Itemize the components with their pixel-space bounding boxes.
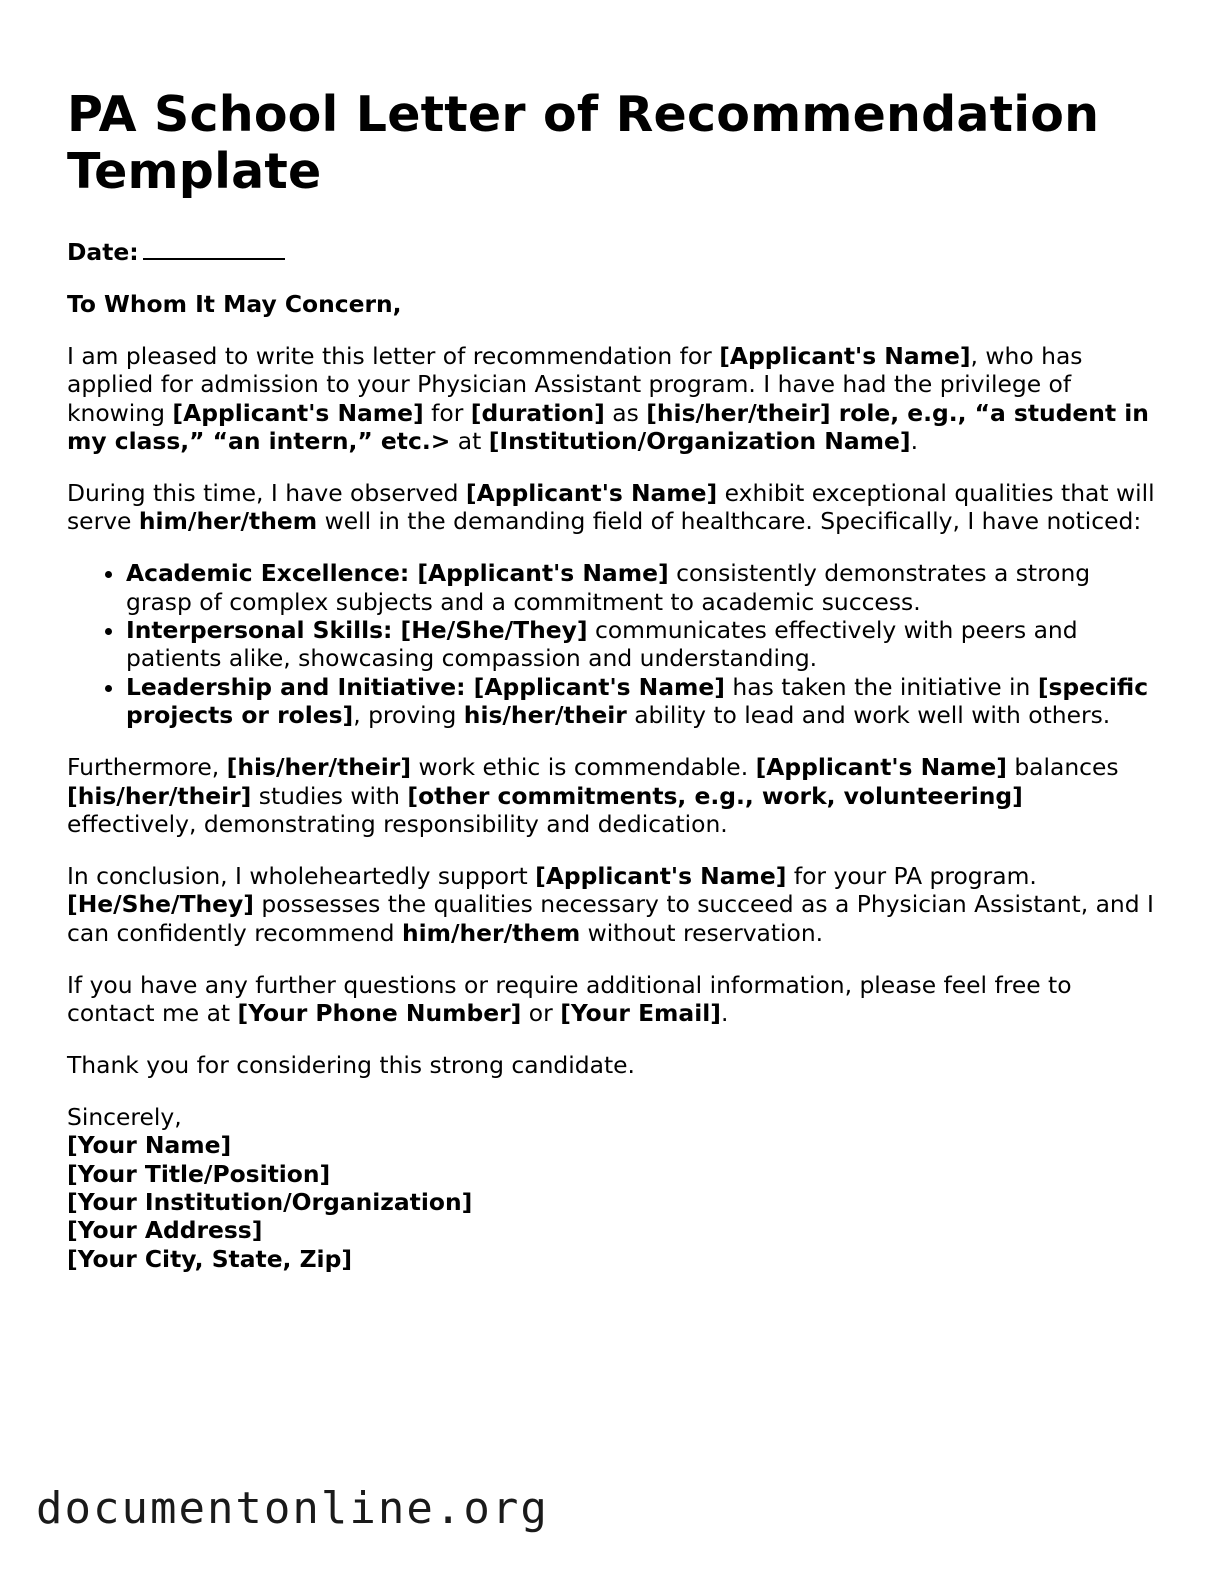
placeholder: [Your Phone Number] xyxy=(237,999,522,1028)
text: studies with xyxy=(251,781,408,810)
placeholder: him/her/them xyxy=(401,918,581,947)
placeholder: [Applicant's Name] xyxy=(535,861,787,890)
placeholder: [his/her/their] xyxy=(226,753,412,782)
placeholder: [Applicant's Name] xyxy=(719,341,971,370)
text: or xyxy=(521,999,561,1028)
text: , who has applied for admission to your Physician Assistant program. I have had the privilege of knowing xyxy=(67,341,1083,427)
paragraph-observations xyxy=(67,479,1157,536)
date-line xyxy=(67,238,1157,266)
placeholder: [other commitments, e.g., work, volunteering] xyxy=(407,781,1023,810)
qualities-list xyxy=(67,559,1157,729)
signature-name xyxy=(67,1131,1157,1159)
placeholder: him/her/them xyxy=(138,507,318,536)
bullet-heading: Leadership and Initiative: [Applicant's Name] xyxy=(126,672,725,701)
text: Furthermore, xyxy=(67,753,227,782)
text: work ethic is commendable. xyxy=(411,753,756,782)
signature-city xyxy=(67,1245,1157,1273)
text: , proving xyxy=(353,701,464,730)
paragraph-intro xyxy=(67,342,1157,456)
placeholder: [his/her/their] xyxy=(67,781,252,810)
text: without reservation. xyxy=(580,918,824,947)
paragraph-conclusion xyxy=(67,862,1157,947)
text: communicates effectively with peers and patients alike, showcasing compassion and understanding. xyxy=(126,616,1078,673)
text: for xyxy=(423,398,471,427)
list-item xyxy=(126,559,1157,616)
text: at xyxy=(450,427,489,456)
placeholder: [Your Email] xyxy=(560,999,721,1028)
signature-block xyxy=(67,1103,1157,1273)
placeholder: [his/her/their] role, e.g., “a student in my class,” “an intern,” etc.> xyxy=(67,398,1149,456)
placeholder: [Your Name] xyxy=(67,1131,232,1160)
placeholder: his/her/their xyxy=(463,701,627,730)
placeholder: [Your Title/Position] xyxy=(67,1159,331,1188)
text: well in the demanding field of healthcare. Specifically, I have noticed: xyxy=(317,507,1142,536)
list-item xyxy=(126,673,1157,730)
placeholder: [Your City, State, Zip] xyxy=(67,1244,353,1273)
text: consistently demonstrates a strong grasp of complex subjects and a commitment to academic success. xyxy=(126,559,1091,616)
text: . xyxy=(720,999,729,1028)
placeholder: [Your Institution/Organization] xyxy=(67,1188,473,1217)
text: as xyxy=(604,398,647,427)
text: exhibit exceptional qualities that will serve xyxy=(67,478,1155,536)
placeholder: [He/She/They] xyxy=(67,890,254,919)
placeholder: [Applicant's Name] xyxy=(755,753,1007,782)
signature-institution xyxy=(67,1188,1157,1216)
placeholder: [specific projects or roles] xyxy=(126,672,1149,730)
paragraph-contact xyxy=(67,971,1157,1028)
text: During this time, I have observed xyxy=(67,478,466,507)
signature-title xyxy=(67,1160,1157,1188)
text: I am pleased to write this letter of recommendation for xyxy=(67,341,720,370)
text: effectively, demonstrating responsibility and dedication. xyxy=(67,810,728,838)
paragraph-work-ethic xyxy=(67,753,1157,838)
text: ability to lead and work well with others. xyxy=(626,701,1111,730)
placeholder: [Your Address] xyxy=(67,1216,263,1245)
text: has taken the initiative in xyxy=(724,672,1038,701)
placeholder: [duration] xyxy=(470,398,605,427)
salutation-text: To Whom It May Concern, xyxy=(67,289,402,318)
placeholder: [Applicant's Name] xyxy=(172,398,424,427)
text: . xyxy=(910,427,919,456)
watermark: documentonline.org xyxy=(36,1483,549,1534)
placeholder: [Institution/Organization Name] xyxy=(488,427,911,456)
salutation xyxy=(67,290,1157,318)
date-label: Date: xyxy=(67,238,139,266)
text: In conclusion, I wholeheartedly support xyxy=(67,861,536,890)
date-blank xyxy=(143,240,285,260)
text: If you have any further questions or require additional information, please feel free to contact me at xyxy=(67,970,1072,1028)
letter-page xyxy=(67,86,1157,1273)
placeholder: [Applicant's Name] xyxy=(465,478,718,507)
bullet-heading: Academic Excellence: [Applicant's Name] xyxy=(126,559,669,588)
text: for your PA program. xyxy=(786,861,1037,890)
list-item xyxy=(126,616,1157,673)
document-title: PA School Letter of Recommendation Template xyxy=(67,86,1100,200)
text: possesses the qualities necessary to succeed as a Physician Assistant, and I can confidently recommend xyxy=(67,890,1154,947)
signature-address xyxy=(67,1216,1157,1244)
closing: Sincerely, xyxy=(67,1102,182,1131)
paragraph-thanks: Thank you for considering this strong candidate. xyxy=(67,1050,635,1079)
text: balances xyxy=(1006,753,1119,782)
bullet-heading: Interpersonal Skills: [He/She/They] xyxy=(126,616,588,645)
